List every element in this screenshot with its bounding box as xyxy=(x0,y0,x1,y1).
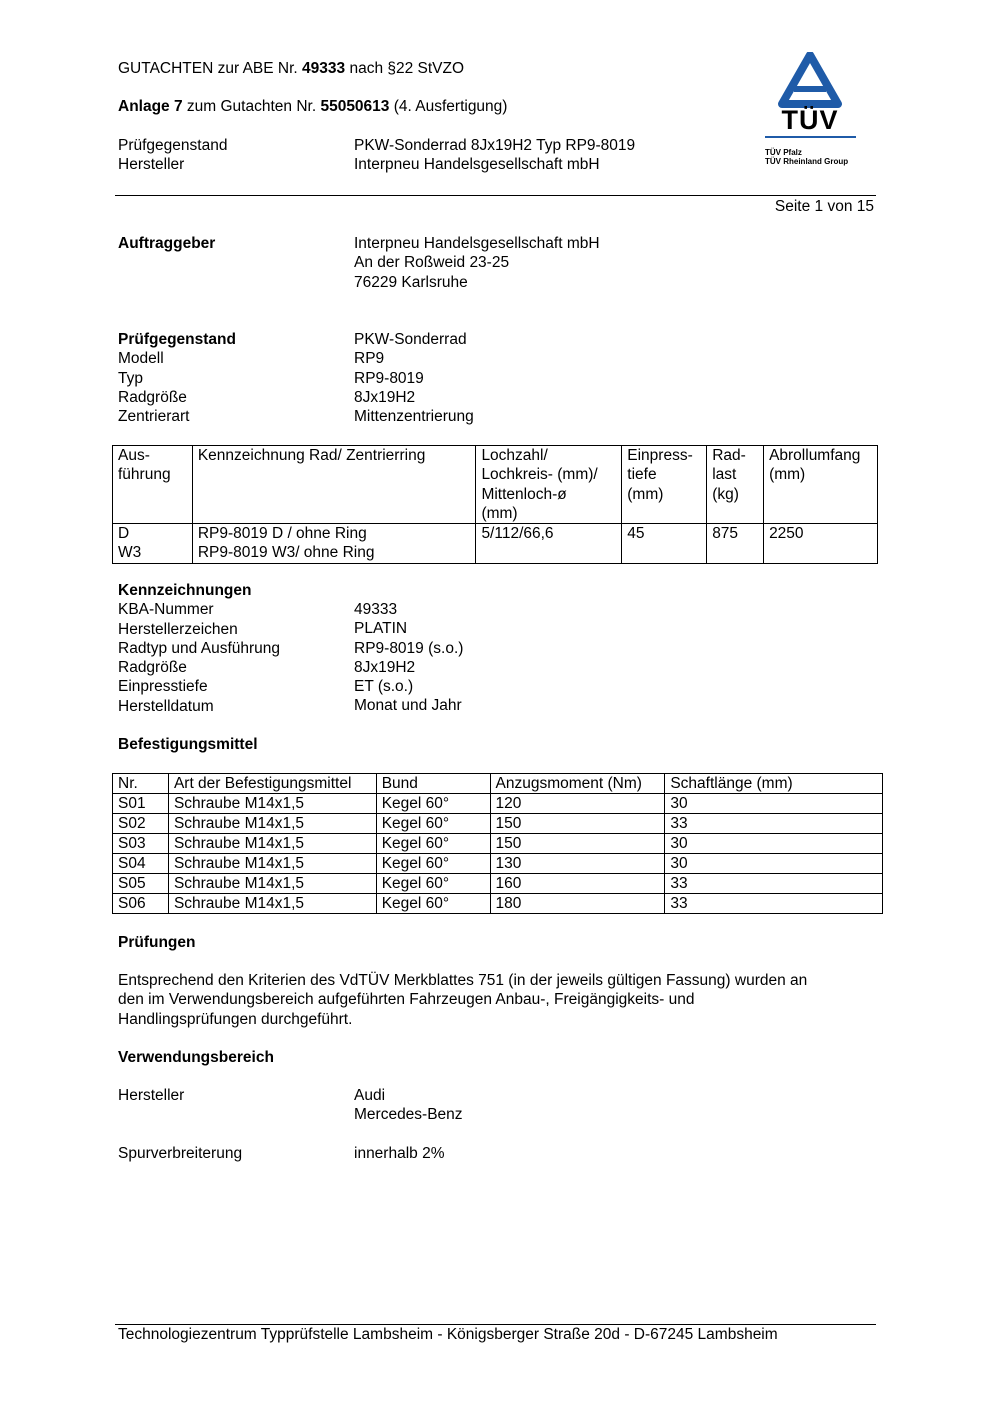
logo-subtitle xyxy=(765,148,848,166)
cell-nr: S06 xyxy=(113,894,169,914)
table-header-row xyxy=(113,774,883,794)
header-text: Abrollumfang xyxy=(769,447,861,464)
paragraph-line: Handlingsprüfungen durchgeführt. xyxy=(118,1010,353,1028)
kz-label-radgroesse: Radgröße xyxy=(118,659,187,677)
attachment-line xyxy=(118,97,507,116)
attachment-text: zum Gutachten Nr. xyxy=(182,98,321,115)
cell-schaftlaenge: 30 xyxy=(665,854,883,874)
auftraggeber-label: Auftraggeber xyxy=(118,235,216,252)
col-header-radlast xyxy=(707,446,764,524)
table-header-row xyxy=(113,446,878,524)
table-row xyxy=(113,814,883,834)
paragraph-line: Entsprechend den Kriterien des VdTÜV Merkblattes 751 (in der jeweils gültigen Fassung) wurden an xyxy=(118,972,808,989)
header-text: tiefe xyxy=(627,466,657,484)
cell-einpresstiefe: 45 xyxy=(622,524,707,564)
col-header-schaftlaenge: Schaftlänge (mm) xyxy=(665,774,883,794)
header-text: Aus- xyxy=(118,447,150,464)
attachment-label: Anlage 7 xyxy=(118,98,183,115)
copy-number: (4. Ausfertigung) xyxy=(389,98,508,115)
pruefgegenstand-values xyxy=(354,330,474,426)
cell-text: W3 xyxy=(118,544,142,562)
kz-value-radgroesse: 8Jx19H2 xyxy=(354,658,416,676)
cell-art: Schraube M14x1,5 xyxy=(168,794,376,814)
tuv-logo xyxy=(760,52,860,174)
pg-label-radgroesse: Radgröße xyxy=(118,388,187,406)
header-text: (mm) xyxy=(481,504,518,522)
kz-value-herstelldatum: Monat und Jahr xyxy=(354,697,462,715)
pruefungen-title: Prüfungen xyxy=(118,934,196,951)
header-divider xyxy=(115,195,876,196)
vb-hersteller-item: Mercedes-Benz xyxy=(354,1106,463,1124)
header-text: (mm) xyxy=(627,485,664,503)
vb-hersteller-label: Hersteller xyxy=(118,1087,185,1104)
title-prefix: GUTACHTEN zur ABE Nr. xyxy=(118,60,303,77)
kennzeichnungen-values xyxy=(354,600,463,716)
table-row xyxy=(113,794,883,814)
cell-text: RP9-8019 D / ohne Ring xyxy=(197,525,367,543)
cell-radlast: 875 xyxy=(707,524,764,564)
pg-label-title: Prüfgegenstand xyxy=(118,331,236,348)
page-number: Seite 1 von 15 xyxy=(774,198,874,215)
cell-bund: Kegel 60° xyxy=(376,854,490,874)
cell-bund: Kegel 60° xyxy=(376,834,490,854)
cell-anzugsmoment: 130 xyxy=(490,854,665,874)
cell-bund: Kegel 60° xyxy=(376,814,490,834)
kz-label-einpresstiefe: Einpresstiefe xyxy=(118,678,208,696)
pruefgegenstand-labels xyxy=(118,330,236,426)
fastener-table xyxy=(112,773,883,914)
pg-value-modell: RP9 xyxy=(354,350,385,368)
cell-anzugsmoment: 160 xyxy=(490,874,665,894)
auftraggeber-city: 76229 Karlsruhe xyxy=(354,273,468,291)
rim-spec-table xyxy=(112,445,878,564)
pg-value-radgroesse: 8Jx19H2 xyxy=(354,388,416,406)
header-text: last xyxy=(712,466,737,484)
header-label-hersteller: Hersteller xyxy=(118,156,185,174)
cell-kennzeichnung xyxy=(192,524,476,564)
abe-number: 49333 xyxy=(302,60,346,77)
cell-nr: S02 xyxy=(113,814,169,834)
kennzeichnungen-labels xyxy=(118,581,280,716)
kz-label-radtyp: Radtyp und Ausführung xyxy=(118,639,281,657)
header-text: (kg) xyxy=(712,485,739,503)
col-header-abrollumfang xyxy=(764,446,878,524)
pruefungen-paragraph xyxy=(118,971,807,1029)
cell-schaftlaenge: 33 xyxy=(665,874,883,894)
header-text: führung xyxy=(118,466,171,484)
cell-nr: S05 xyxy=(113,874,169,894)
kz-value-radtyp: RP9-8019 (s.o.) xyxy=(354,639,464,657)
tuv-triangle-icon xyxy=(760,52,860,108)
cell-bund: Kegel 60° xyxy=(376,894,490,914)
cell-schaftlaenge: 33 xyxy=(665,814,883,834)
auftraggeber-address xyxy=(354,234,600,292)
table-row xyxy=(113,894,883,914)
logo-text: TÜV xyxy=(781,105,839,135)
pg-value-title: PKW-Sonderrad xyxy=(354,331,467,348)
title-suffix: nach §22 StVZO xyxy=(345,60,465,77)
pg-label-modell: Modell xyxy=(118,350,164,368)
kz-value-kba: 49333 xyxy=(354,601,398,618)
cell-text: D xyxy=(118,525,130,543)
header-labels xyxy=(118,136,227,175)
verwendungsbereich-title: Verwendungsbereich xyxy=(118,1049,274,1066)
kz-value-einpresstiefe: ET (s.o.) xyxy=(354,678,414,696)
logo-rule xyxy=(765,136,856,138)
cell-abrollumfang: 2250 xyxy=(764,524,878,564)
cell-text: RP9-8019 W3/ ohne Ring xyxy=(197,544,375,562)
footer-address: Technologiezentrum Typprüfstelle Lambsheim - Königsberger Straße 20d - D-67245 Lambsheim xyxy=(118,1326,778,1343)
vb-spur-label: Spurverbreiterung xyxy=(118,1145,243,1162)
logo-sub-line1: TÜV Pfalz xyxy=(765,148,802,157)
befestigung-title: Befestigungsmittel xyxy=(118,736,258,753)
cell-nr: S04 xyxy=(113,854,169,874)
cell-nr: S01 xyxy=(113,794,169,814)
pg-value-zentrierart: Mittenzentrierung xyxy=(354,408,474,426)
logo-sub-line2: TÜV Rheinland Group xyxy=(765,157,849,166)
kz-label-herstelldatum: Herstelldatum xyxy=(118,697,214,715)
table-row xyxy=(113,874,883,894)
pg-label-typ: Typ xyxy=(118,369,143,387)
cell-art: Schraube M14x1,5 xyxy=(168,814,376,834)
vb-spur-value: innerhalb 2% xyxy=(354,1145,445,1162)
document-title xyxy=(118,59,464,78)
col-header-kennzeichnung xyxy=(192,446,476,524)
cell-anzugsmoment: 180 xyxy=(490,894,665,914)
cell-schaftlaenge: 30 xyxy=(665,794,883,814)
header-text: Lochkreis- (mm)/ xyxy=(481,466,598,484)
cell-anzugsmoment: 120 xyxy=(490,794,665,814)
header-text: Rad- xyxy=(712,447,746,464)
vb-hersteller-list xyxy=(354,1086,463,1125)
col-header-nr: Nr. xyxy=(113,774,169,794)
header-value-pruefgegenstand: PKW-Sonderrad 8Jx19H2 Typ RP9-8019 xyxy=(354,137,636,154)
table-row xyxy=(113,524,878,564)
cell-anzugsmoment: 150 xyxy=(490,834,665,854)
cell-art: Schraube M14x1,5 xyxy=(168,874,376,894)
auftraggeber-name: Interpneu Handelsgesellschaft mbH xyxy=(354,235,600,252)
cell-nr: S03 xyxy=(113,834,169,854)
pg-value-typ: RP9-8019 xyxy=(354,369,424,387)
header-values xyxy=(354,136,635,175)
cell-bund: Kegel 60° xyxy=(376,874,490,894)
table-row xyxy=(113,834,883,854)
kennzeichnungen-title: Kennzeichnungen xyxy=(118,582,252,599)
cell-art: Schraube M14x1,5 xyxy=(168,894,376,914)
cell-bund: Kegel 60° xyxy=(376,794,490,814)
table-row xyxy=(113,854,883,874)
header-text: Einpress- xyxy=(627,447,693,464)
header-value-hersteller: Interpneu Handelsgesellschaft mbH xyxy=(354,156,600,174)
col-header-ausfuehrung xyxy=(113,446,193,524)
cell-anzugsmoment: 150 xyxy=(490,814,665,834)
cell-ausfuehrung xyxy=(113,524,193,564)
header-text: Kennzeichnung Rad/ Zentrierring xyxy=(197,447,426,464)
cell-art: Schraube M14x1,5 xyxy=(168,854,376,874)
col-header-bund: Bund xyxy=(376,774,490,794)
cell-art: Schraube M14x1,5 xyxy=(168,834,376,854)
paragraph-line: den im Verwendungsbereich aufgeführten Fahrzeugen Anbau-, Freigängigkeits- und xyxy=(118,991,695,1009)
kz-label-kba: KBA-Nummer xyxy=(118,601,214,619)
col-header-lochzahl xyxy=(476,446,622,524)
kz-label-herstellerzeichen: Herstellerzeichen xyxy=(118,620,238,638)
header-text: Mittenloch-ø xyxy=(481,485,567,503)
col-header-einpresstiefe xyxy=(622,446,707,524)
header-text: Lochzahl/ xyxy=(481,447,548,464)
vb-hersteller-item: Audi xyxy=(354,1087,386,1104)
col-header-anzugsmoment: Anzugsmoment (Nm) xyxy=(490,774,665,794)
auftraggeber-street: An der Roßweid 23-25 xyxy=(354,254,510,272)
header-text: (mm) xyxy=(769,466,806,484)
cell-schaftlaenge: 33 xyxy=(665,894,883,914)
header-label-pruefgegenstand: Prüfgegenstand xyxy=(118,137,228,154)
col-header-art: Art der Befestigungsmittel xyxy=(168,774,376,794)
report-number: 55050613 xyxy=(320,98,390,115)
pg-label-zentrierart: Zentrierart xyxy=(118,408,190,426)
cell-lochzahl: 5/112/66,6 xyxy=(476,524,622,564)
cell-schaftlaenge: 30 xyxy=(665,834,883,854)
kz-value-herstellerzeichen: PLATIN xyxy=(354,620,408,638)
